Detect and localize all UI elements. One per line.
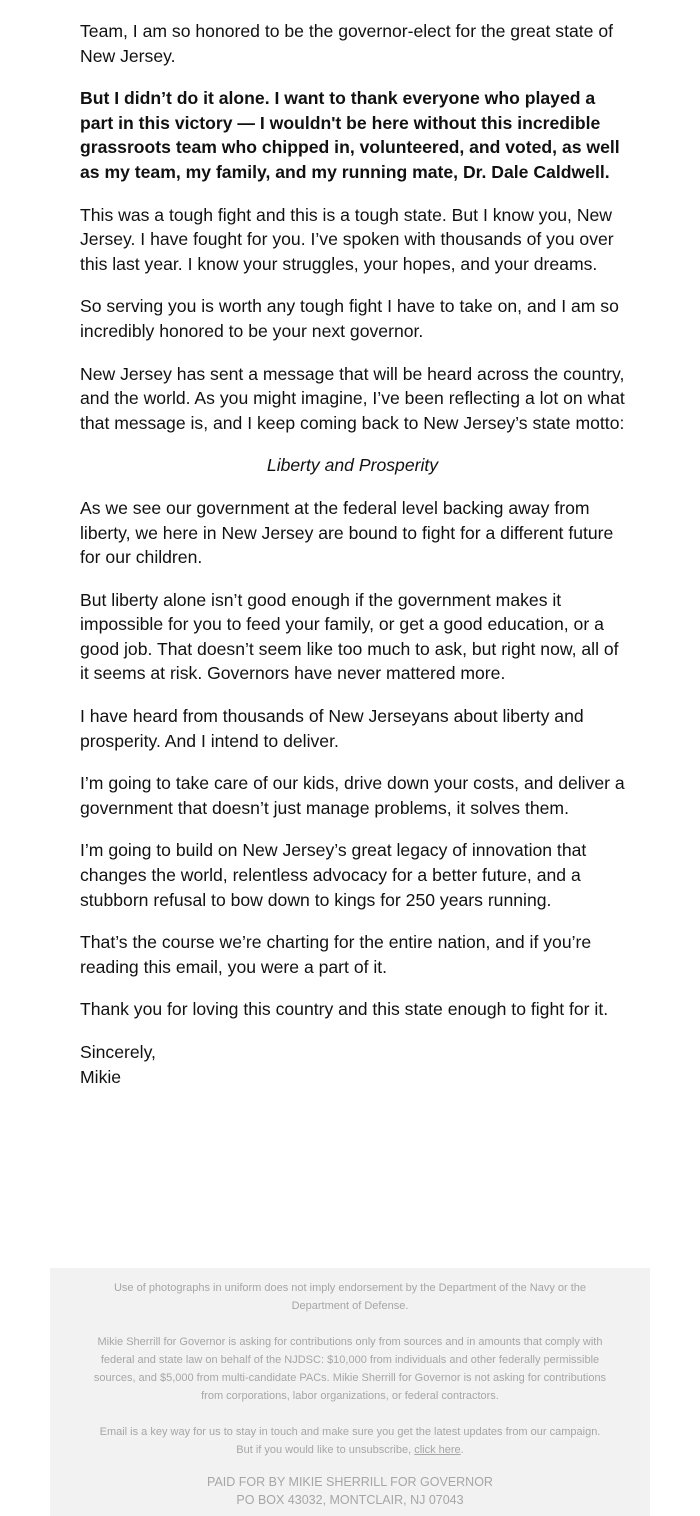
- unsubscribe-suffix: .: [460, 1444, 464, 1456]
- greeting-paragraph: Team, I am so honored to be the governor-elect for the great state of New Jersey.: [80, 21, 614, 66]
- thank-you-paragraph: Thank you for loving this country and this state enough to fight for it.: [80, 999, 609, 1020]
- unsubscribe-prefix: But if you would like to unsubscribe,: [236, 1444, 412, 1456]
- contributions-disclaimer: Mikie Sherrill for Governor is asking for contributions only from sources and in amounts that comply with federal and state law on behalf of the NJDSC: $10,000 from individuals and other federally permissible sources, and $5,000 from multi-candidate PACs. Mikie Sherrill for Governor is not asking for contributions from corporations, labor organizations, or federal contractors.: [93, 1336, 607, 1402]
- email-notice: Email is a key way for us to stay in touch and make sure you get the latest updates from our campaign.: [99, 1426, 601, 1438]
- honored-paragraph: So serving you is worth any tough fight I have to take on, and I am so incredibly honored to be your next governor.: [80, 296, 619, 341]
- uniform-disclaimer: Use of photographs in uniform does not imply endorsement by the Department of the Navy or the Department of Defense.: [113, 1282, 587, 1312]
- nation-paragraph: That’s the course we’re charting for the entire nation, and if you’re reading this email, you were a part of it.: [80, 932, 592, 977]
- kids-costs-paragraph: I’m going to take care of our kids, drive down your costs, and deliver a government that doesn’t just manage problems, it solves them.: [80, 773, 625, 818]
- email-footer: [50, 1268, 650, 1516]
- unsubscribe-link[interactable]: click here: [414, 1444, 461, 1456]
- prosperity-paragraph: But liberty alone isn’t good enough if the government makes it impossible for you to feed your family, or get a good education, or a good job. That doesn’t seem like too much to ask, but right now, all of it seems at risk. Governors have never mattered more.: [80, 589, 619, 684]
- thanks-paragraph: But I didn’t do it alone. I want to thank everyone who played a part in this victory — I wouldn't be here without this incredible grassroots team who chipped in, volunteered, and voted, as well as my team, my family, and my running mate, Dr. Dale Caldwell.: [80, 88, 620, 182]
- tough-fight-paragraph: This was a tough fight and this is a tough state. But I know you, New Jersey. I have fought for you. I’ve spoken with thousands of you over this last year. I know your struggles, your hopes, and your dreams.: [80, 204, 614, 274]
- deliver-paragraph: I have heard from thousands of New Jerseyans about liberty and prosperity. And I intend to deliver.: [80, 706, 584, 751]
- closing-line: Sincerely,: [80, 1042, 156, 1062]
- legacy-paragraph: I’m going to build on New Jersey’s great legacy of innovation that changes the world, relentless advocacy for a better future, and a stubborn refusal to bow down to kings for 250 years running.: [80, 840, 587, 910]
- signature: Mikie: [80, 1066, 122, 1087]
- message-paragraph: New Jersey has sent a message that will be heard across the country, and the world. As you might imagine, I’ve been reflecting a lot on what that message is, and I keep coming back to New Jersey’s state motto:: [80, 363, 625, 433]
- paid-for-disclaimer: PAID FOR BY MIKIE SHERRILL FOR GOVERNOR: [207, 1475, 493, 1489]
- mailing-address: PO BOX 43032, MONTCLAIR, NJ 07043: [236, 1493, 464, 1507]
- state-motto: Liberty and Prosperity: [266, 455, 439, 476]
- unsubscribe-line: [90, 1441, 610, 1459]
- email-body: [80, 19, 625, 1089]
- liberty-paragraph: As we see our government at the federal level backing away from liberty, we here in New Jersey are bound to fight for a different future for our children.: [80, 497, 614, 568]
